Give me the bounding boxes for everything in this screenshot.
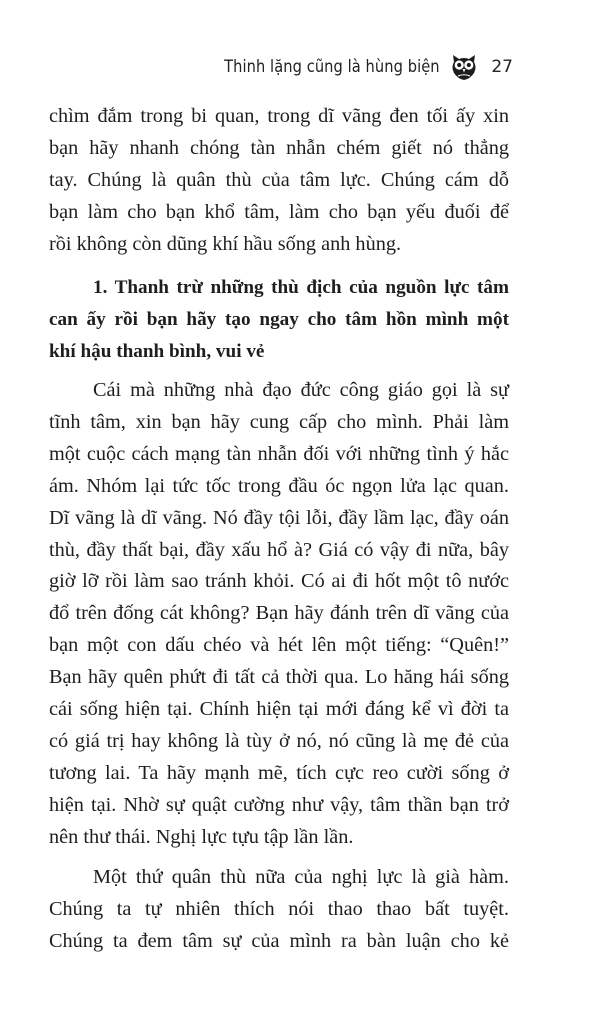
heading-line: can ấy rồi bạn hãy tạo ngay cho tâm hồn mình một [49, 309, 509, 331]
paragraph-3 [49, 862, 509, 958]
page-number: 27 [491, 57, 513, 77]
text-line: Chúng ta đem tâm sự của mình ra bàn luận cho kẻ [49, 930, 509, 953]
running-title: Thinh lặng cũng là hùng biện [223, 57, 440, 77]
text-line: bạn làm cho bạn khổ tâm, làm cho bạn yếu đuối để [49, 200, 509, 223]
text-line: Dĩ vãng là dĩ vãng. Nó đầy tội lỗi, đầy lầm lạc, đầy oán [49, 506, 509, 529]
text-line: có giá trị hay không là tùy ở nó, nó cũng là mẹ đẻ của [49, 729, 509, 752]
text-line: tương lai. Ta hãy mạnh mẽ, tích cực reo cười sống ở [49, 761, 509, 784]
running-header [189, 52, 513, 82]
text-line: Cái mà những nhà đạo đức công giáo gọi là sự [93, 379, 509, 402]
heading-line: khí hậu thanh bình, vui vẻ [49, 341, 265, 363]
text-line: đổ trên đống cát không? Bạn hãy đánh trên dĩ vãng của [49, 602, 509, 625]
body-text [49, 101, 509, 958]
spacer [49, 260, 509, 272]
text-line: tĩnh tâm, xin bạn hãy cung cấp cho mình. Phải làm [49, 411, 509, 434]
paragraph-1 [49, 101, 509, 260]
heading-line: 1. Thanh trừ những thù địch của nguồn lực tâm [93, 277, 509, 299]
text-line: ám. Nhóm lại tức tốc trong đầu óc ngọn lửa lạc quan. [49, 474, 509, 497]
text-line: giờ lỡ rồi làm sao tránh khỏi. Có ai đi hốt một tô nước [49, 570, 509, 593]
text-line: tay. Chúng là quân thù của tâm lực. Chúng cám dỗ [49, 168, 509, 191]
text-line: bạn hãy nhanh chóng tàn nhẫn chém giết nó thẳng [49, 136, 509, 159]
spacer [49, 368, 509, 375]
owl-icon [449, 52, 479, 82]
spacer [49, 853, 509, 862]
text-line: nên thư thái. Nghị lực tựu tập lần lần. [49, 825, 354, 848]
paragraph-2 [49, 375, 509, 853]
text-line: Một thứ quân thù nữa của nghị lực là già hàm. [93, 866, 509, 889]
section-heading [49, 272, 509, 368]
text-line: chìm đắm trong bi quan, trong dĩ vãng đen tối ấy xin [49, 105, 509, 127]
text-line: hiện tại. Nhờ sự quật cường như vậy, tâm thần bạn trở [49, 793, 509, 816]
text-line: Bạn hãy quên phứt đi tất cả thời qua. Lo hăng hái sống [49, 666, 509, 689]
text-line: bạn một con dấu chéo và hét lên một tiếng: “Quên!” [49, 634, 509, 657]
text-line: một cuộc cách mạng tàn nhẫn đối với những tình ý hắc [49, 442, 509, 465]
text-line: rồi không còn dũng khí hầu sống anh hùng. [49, 232, 402, 255]
text-line: Chúng ta tự nhiên thích nói thao thao bất tuyệt. [49, 898, 509, 921]
text-line: cái sống hiện tại. Chính hiện tại mới đáng kể vì đời ta [49, 698, 509, 721]
text-line: thù, đầy thất bại, đầy xấu hổ à? Giá có vậy đi nữa, bây [49, 538, 509, 561]
